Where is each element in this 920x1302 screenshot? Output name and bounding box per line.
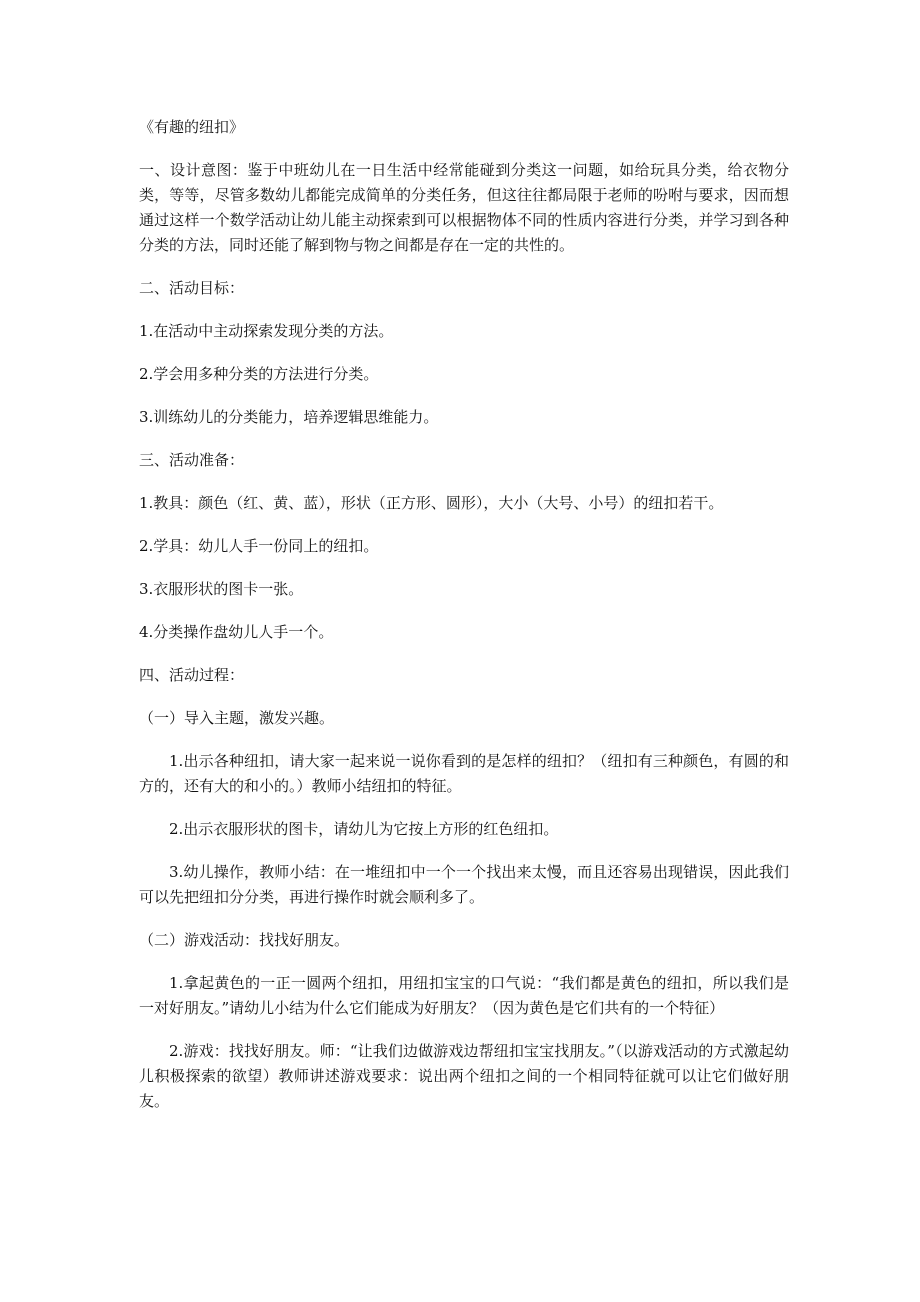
preparation-item: 4.分类操作盘幼儿人手一个。 [139,623,334,641]
subheading-game: （二）游戏活动：找找好朋友。 [139,931,350,949]
preparation-item: 1.教具：颜色（红、黄、蓝），形状（正方形、圆形），大小（大号、小号）的纽扣若干。 [139,494,724,512]
preparation-item: 3.衣服形状的图卡一张。 [139,580,304,598]
goal-item: 2.学会用多种分类的方法进行分类。 [139,365,379,383]
process-step: 1.出示各种纽扣，请大家一起来说一说你看到的是怎样的纽扣？（纽扣有三种颜色，有圆的和方的，还有大的和小的。）教师小结纽扣的特征。 [139,752,789,795]
paragraph-design-intent: 一、设计意图：鉴于中班幼儿在一日生活中经常能碰到分类这一问题，如给玩具分类，给衣物分类，等等，尽管多数幼儿都能完成简单的分类任务，但这往往都局限于老师的吩咐与要求，因而想通过这样一个数学活动让幼儿能主动探索到可以根据物体不同的性质内容进行分类，并学习到各种分类的方法，同时还能了解到物与物之间都是存在一定的共性的。 [139,161,789,254]
goal-item: 3.训练幼儿的分类能力，培养逻辑思维能力。 [139,408,439,426]
process-step: 2.出示衣服形状的图卡，请幼儿为它按上方形的红色纽扣。 [169,820,559,838]
process-step: 2.游戏：找找好朋友。师：“让我们边做游戏边帮纽扣宝宝找朋友。”（以游戏活动的方式激起幼儿积极探索的欲望）教师讲述游戏要求：说出两个纽扣之间的一个相同特征就可以让它们做好朋友。 [139,1042,789,1110]
process-step: 3.幼儿操作，教师小结：在一堆纽扣中一个一个找出来太慢，而且还容易出现错误，因此我们可以先把纽扣分分类，再进行操作时就会顺利多了。 [139,863,789,906]
subheading-intro: （一）导入主题，激发兴趣。 [139,709,335,727]
document-title: 《有趣的纽扣》 [139,118,245,136]
heading-activity-process: 四、活动过程： [139,666,245,684]
goal-item: 1.在活动中主动探索发现分类的方法。 [139,322,394,340]
preparation-item: 2.学具：幼儿人手一份同上的纽扣。 [139,537,379,555]
process-step: 1.拿起黄色的一正一圆两个纽扣，用纽扣宝宝的口气说：“我们都是黄色的纽扣，所以我们是一对好朋友。”请幼儿小结为什么它们能成为好朋友？（因为黄色是它们共有的一个特征） [139,974,789,1017]
heading-activity-goals: 二、活动目标： [139,279,245,297]
heading-activity-preparation: 三、活动准备： [139,451,245,469]
document-page [139,115,789,1132]
